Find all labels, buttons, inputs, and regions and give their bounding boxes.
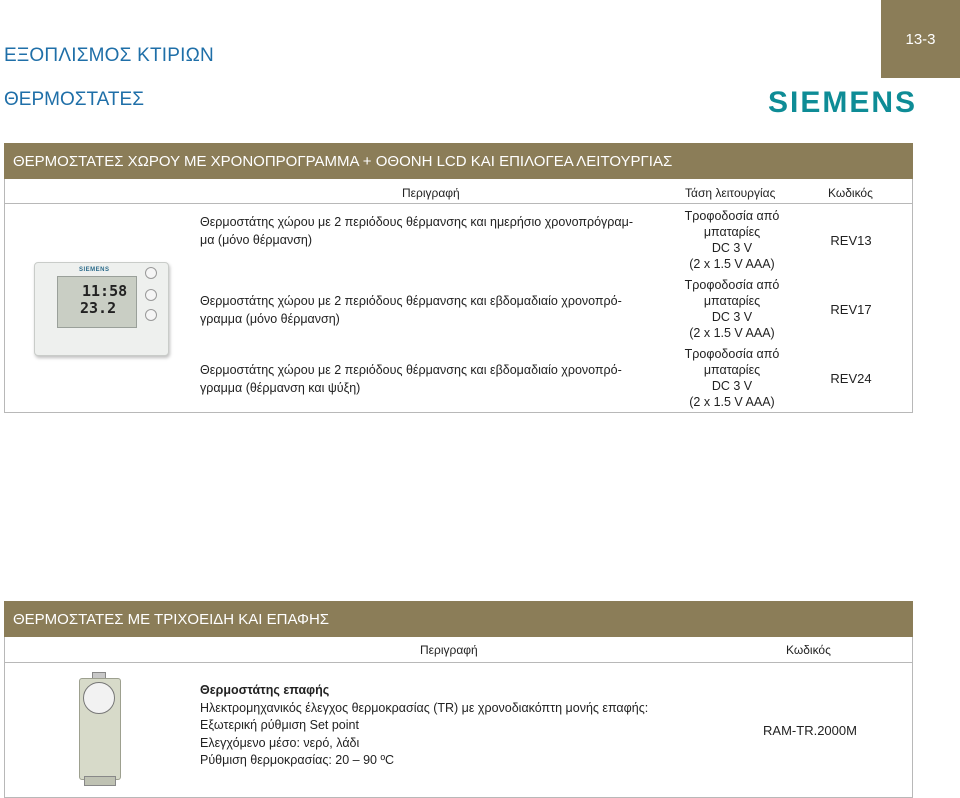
description-line: γραμμα (μόνο θέρμανση) [200,312,340,326]
column-header-description: Περιγραφή [420,643,478,657]
column-header-voltage: Τάση λειτουργίας [685,186,776,200]
document-subtitle: ΘΕΡΜΟΣΤΑΤΕΣ [4,89,144,110]
lcd-temperature: 23.2 [80,299,117,317]
thermostat-button-icon [145,289,157,301]
voltage-line: (2 x 1.5 V AAA) [689,395,775,409]
section-title-bar: ΘΕΡΜΟΣΤΑΤΕΣ ΧΩΡΟΥ ΜΕ ΧΡΟΝΟΠΡΟΓΡΑΜΜΑ + ΟΘΟΝΗ LCD ΚΑΙ ΕΠΙΛΟΓΕΑ ΛΕΙΤΟΥΡΓΙΑΣ [4,143,913,179]
column-header-code: Κωδικός [786,643,831,657]
column-header-code: Κωδικός [828,186,873,200]
description-line: γραμμα (θέρμανση και ψύξη) [200,381,361,395]
voltage-line: μπαταρίες [703,294,761,308]
row-voltage [672,346,792,410]
thermostat-button-icon [145,267,157,279]
description-line: Εξωτερική ρύθμιση Set point [200,718,359,732]
description-line: Ρύθμιση θερμοκρασίας: 20 – 90 ºC [200,753,395,767]
header-divider [4,662,913,663]
description-heading: Θερμοστάτης επαφής [200,683,330,697]
voltage-line: DC 3 V [711,241,753,255]
voltage-line: (2 x 1.5 V AAA) [689,257,775,271]
voltage-line: μπαταρίες [703,363,761,377]
page-number: 13-3 [881,0,960,78]
product-code: REV13 [830,233,872,248]
mount-clip-icon [84,776,116,786]
description-line: Θερμοστάτης χώρου με 2 περιόδους θέρμανσης και εβδομαδιαίο χρονοπρό- [200,363,622,377]
contact-thermostat-description [200,682,648,770]
product-code: RAM-TR.2000M [763,723,857,738]
contact-thermostat-image [70,672,128,784]
voltage-line: DC 3 V [711,310,753,324]
column-header-description: Περιγραφή [402,186,460,200]
dial-icon [83,682,115,714]
row-description [200,361,622,397]
lcd-display [57,276,137,328]
product-code: REV24 [830,371,872,386]
voltage-line: Τροφοδοσία από [684,347,780,361]
description-line: Ελεγχόμενο μέσο: νερό, λάδι [200,735,360,750]
room-thermostat-image [34,262,169,356]
description-line: Θερμοστάτης χώρου με 2 περιόδους θέρμανσης και εβδομαδιαίο χρονοπρό- [200,294,622,308]
header-divider [4,203,913,204]
siemens-logo: SIEMENS [768,86,918,119]
voltage-line: (2 x 1.5 V AAA) [689,326,775,340]
voltage-line: μπαταρίες [703,225,761,239]
description-line: Θερμοστάτης χώρου με 2 περιόδους θέρμανσης και ημερήσιο χρονοπρόγραμ- [200,215,634,229]
voltage-line: Τροφοδοσία από [684,209,780,223]
lcd-time: 11:58 [82,282,128,300]
voltage-line: Τροφοδοσία από [684,278,780,292]
row-voltage [672,277,792,341]
voltage-line: DC 3 V [711,379,753,393]
row-description [200,292,622,328]
thermostat-brand-label: SIEMENS [79,267,110,273]
description-line: Ηλεκτρομηχανικός έλεγχος θερμοκρασίας (TR) με χρονοδιακόπτη μονής επαφής: [200,700,649,715]
document-title: ΕΞΟΠΛΙΣΜΟΣ ΚΤΙΡΙΩΝ [4,45,214,66]
product-code: REV17 [830,302,872,317]
section-title-bar: ΘΕΡΜΟΣΤΑΤΕΣ ΜΕ ΤΡΙΧΟΕΙΔΗ ΚΑΙ ΕΠΑΦΗΣ [4,601,913,637]
description-line: μα (μόνο θέρμανση) [200,233,313,247]
row-description [200,213,633,249]
row-voltage [672,208,792,272]
thermostat-button-icon [145,309,157,321]
